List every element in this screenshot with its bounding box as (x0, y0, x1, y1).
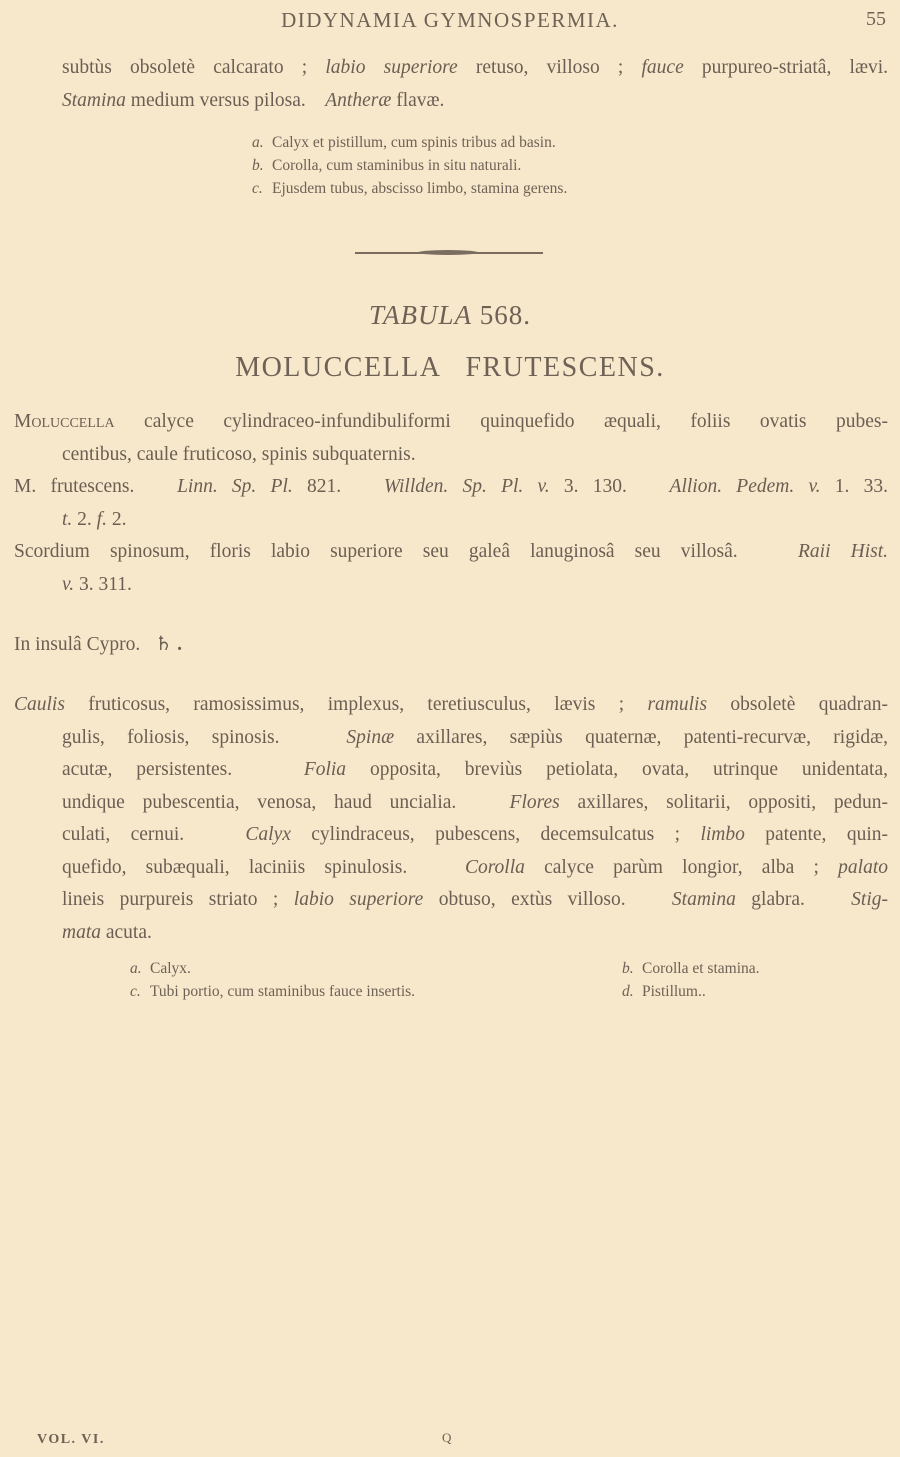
text-run: axillares, sæpiùs quaternæ, patenti-recurvæ, rigidæ, (394, 726, 888, 748)
italic-run: f. (96, 508, 107, 530)
synonymy (14, 471, 888, 601)
italic-run: labio superiore (293, 889, 424, 910)
description-line (14, 884, 888, 917)
italic-run: Corolla (464, 856, 525, 878)
italic-run: Folia (303, 759, 347, 780)
text-run: Scordium spinosum, floris labio superiore seu galeâ lanuginosâ seu villosâ. (14, 541, 798, 562)
text-run: purpureo-striatâ, lævi. (683, 57, 888, 78)
description-line (14, 722, 888, 755)
legend-item: a. Calyx. (130, 960, 191, 977)
text-run: acuta. (101, 921, 152, 943)
italic-run: Caulis (14, 694, 65, 715)
description-line (14, 852, 888, 885)
description (14, 689, 888, 949)
text-run: undique pubescentia, venosa, haud uncialia. (62, 791, 510, 813)
text-run: glabra. (735, 889, 852, 910)
legend-item: c. Ejusdem tubus, abscisso limbo, stamina gerens. (252, 180, 568, 197)
text-run: cylindraceus, pubescens, decemsulcatus ; (290, 824, 701, 845)
italic-run: Calyx (245, 824, 291, 845)
italic-run: Raii Hist. (798, 541, 888, 562)
text-run: axillares, solitarii, oppositi, pedun- (559, 791, 889, 813)
description-line (14, 787, 888, 820)
diagnosis-line: centibus, caule fruticoso, spinis subquaternis. (62, 443, 416, 465)
genus-name: Moluccella (14, 411, 115, 432)
text-run: 3. 130. (549, 476, 670, 497)
text-run: opposita, breviùs petiolata, ovata, utrinque unidentata, (346, 759, 888, 780)
description-line (14, 917, 888, 950)
italic-run: Spinæ (346, 726, 395, 748)
italic-run: Stamina (62, 89, 126, 111)
text-run: gulis, foliosis, spinosis. (62, 726, 347, 748)
italic-run: Stig- (851, 889, 889, 910)
continued-line (62, 85, 888, 118)
tabula-number: 568. (479, 300, 531, 330)
text-run: medium versus pilosa. (125, 89, 326, 111)
species-title: MOLUCCELLA FRUTESCENS. (235, 352, 665, 383)
synonym-line (14, 471, 888, 504)
text-run: culati, cernui. (62, 824, 246, 845)
italic-run: ramulis (647, 694, 708, 715)
text-run: subtùs obsoletè calcarato ; (62, 57, 326, 78)
italic-run: palato (838, 856, 888, 878)
text-run: patente, quin- (744, 824, 888, 845)
italic-run: Flores (509, 791, 560, 813)
italic-run: t. (62, 508, 73, 530)
figure-legend-bottom-left (130, 957, 415, 1003)
legend-item: c. Tubi portio, cum staminibus fauce insertis. (130, 983, 416, 1000)
text-run: 1. 33. (820, 476, 889, 497)
text-run: obsoletè quadran- (707, 694, 888, 715)
text-run: fruticosus, ramosissimus, implexus, teretiusculus, lævis ; (64, 694, 648, 715)
running-title: DIDYNAMIA GYMNOSPERMIA. (281, 8, 619, 32)
volume-label: VOL. VI. (37, 1432, 105, 1447)
habitat: In insulâ Cypro. ♄ . (14, 634, 183, 655)
italic-run: Willden. Sp. Pl. v. (383, 476, 550, 497)
description-line (14, 819, 888, 852)
legend-item: d. Pistillum.. (622, 983, 706, 1000)
text-run: retuso, villoso ; (457, 57, 642, 78)
synonym-line (14, 536, 888, 569)
italic-run: mata (62, 921, 101, 943)
figure-legend-top (252, 131, 567, 200)
italic-run: limbo (700, 824, 745, 845)
signature-mark: Q (442, 1430, 452, 1445)
text-run: 2. (106, 508, 127, 530)
italic-run: Stamina (671, 889, 736, 910)
italic-run: Allion. Pedem. v. (669, 476, 821, 497)
page-number: 55 (866, 8, 886, 30)
synonym-line (14, 569, 888, 602)
description-line (14, 689, 888, 722)
legend-item: b. Corolla, cum staminibus in situ naturali. (252, 157, 522, 174)
diagnosis (14, 406, 888, 471)
figure-legend-bottom-right (622, 957, 760, 1003)
text-run: M. frutescens. (14, 476, 178, 497)
text-run: obtuso, extùs villoso. (423, 889, 672, 910)
synonym-line (14, 504, 888, 537)
italic-run: labio superiore (325, 57, 458, 78)
text-run: 821. (292, 476, 384, 497)
diagnosis-line: Moluccella calyce cylindraceo-infundibuliformi quinquefido æquali, foliis ovatis pubes- (14, 411, 888, 432)
text-run: calyce parùm longior, alba ; (524, 856, 839, 878)
italic-run: fauce (641, 57, 684, 78)
plate-heading (0, 300, 900, 331)
italic-run: Linn. Sp. Pl. (177, 476, 293, 497)
continued-text (62, 52, 888, 117)
text-run: flavæ. (391, 89, 445, 111)
tabula-word: TABULA (368, 300, 472, 330)
section-divider-ornament (418, 250, 478, 255)
text-run: quefido, subæquali, laciniis spinulosis. (62, 856, 465, 878)
legend-item: a. Calyx et pistillum, cum spinis tribus ad basin. (252, 134, 556, 151)
shrub-symbol-icon: ♄ . (154, 634, 183, 655)
description-line (14, 754, 888, 787)
legend-item: b. Corolla et stamina. (622, 960, 760, 977)
text-run: 3. 311. (74, 573, 132, 595)
italic-run: Antheræ (325, 89, 392, 111)
text-run: acutæ, persistentes. (62, 759, 304, 780)
text-run: 2. (72, 508, 97, 530)
continued-line (62, 52, 888, 85)
text-run: lineis purpureis striato ; (62, 889, 294, 910)
italic-run: v. (62, 573, 75, 595)
